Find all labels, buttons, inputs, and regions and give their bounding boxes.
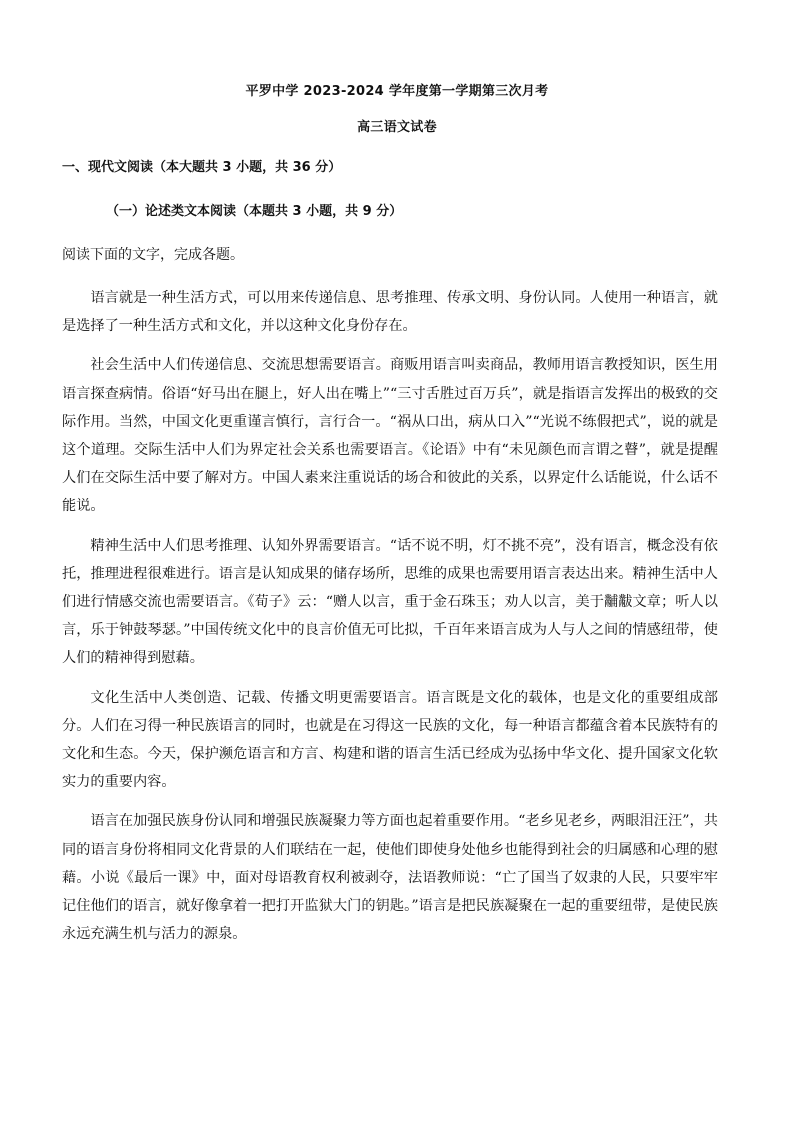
passage-paragraph: 语言就是一种生活方式，可以用来传递信息、思考推理、传承文明、身份认同。人使用一种语言，就是选择了一种生活方式和文化，并以这种文化身份存在。: [62, 290, 718, 335]
exam-subtitle: 高三语文试卷: [357, 120, 437, 135]
section-heading: 一、现代文阅读（本大题共 3 小题，共 36 分）: [62, 160, 342, 175]
passage: [62, 284, 718, 959]
passage-paragraph: 精神生活中人们思考推理、认知外界需要语言。“话不说不明，灯不挑不亮”，没有语言，概念没有依托，推理进程很难进行。语言是认知成果的储存场所，思维的成果也需要用语言表达出来。精神生活中人们进行情感交流也需要语言。《荀子》云：“赠人以言，重于金石珠玉；劝人以言，美于黼黻文章；听人以言，乐于钟鼓琴瑟。”中国传统文化中的良言价值无可比拟，千百年来语言成为人与人之间的情感纽带，使人们的精神得到慰藉。: [62, 537, 718, 667]
passage-paragraph: 社会生活中人们传递信息、交流思想需要语言。商贩用语言叫卖商品，教师用语言教授知识，医生用语言探查病情。俗语“好马出在腿上，好人出在嘴上”“三寸舌胜过百万兵”，就是指语言发挥出的极致的交际作用。当然，中国文化更重谨言慎行，言行合一。“祸从口出，病从口入”“光说不练假把式”，说的就是这个道理。交际生活中人们为界定社会关系也需要语言。《论语》中有“未见颜色而言谓之瞽”，就是提醒人们在交际生活中要了解对方。中国人素来注重说话的场合和彼此的关系，以界定什么话能说，什么话不能说。: [62, 357, 718, 515]
exam-title: 平罗中学 2023-2024 学年度第一学期第三次月考: [245, 84, 549, 99]
passage-paragraph: 语言在加强民族身份认同和增强民族凝聚力等方面也起着重要作用。“老乡见老乡，两眼泪汪汪”，共同的语言身份将相同文化背景的人们联结在一起，使他们即使身处他乡也能得到社会的归属感和心理的慰藉。小说《最后一课》中，面对母语教育权利被剥夺，法语教师说：“亡了国当了奴隶的人民，只要牢牢记住他们的语言，就好像拿着一把打开监狱大门的钥匙。”语言是把民族凝聚在一起的重要纽带，是使民族永远充满生机与活力的源泉。: [62, 813, 718, 943]
subsection-heading: （一）论述类文本阅读（本题共 3 小题，共 9 分）: [106, 204, 403, 219]
passage-paragraph: 文化生活中人类创造、记载、传播文明更需要语言。语言既是文化的载体，也是文化的重要组成部分。人们在习得一种民族语言的同时，也就是在习得这一民族的文化，每一种语言都蕴含着本民族特有的文化和生态。今天，保护濒危语言和方言、构建和谐的语言生活已经成为弘扬中华文化、提升国家文化软实力的重要内容。: [62, 689, 718, 791]
reading-instruction: 阅读下面的文字，完成各题。: [62, 247, 244, 263]
